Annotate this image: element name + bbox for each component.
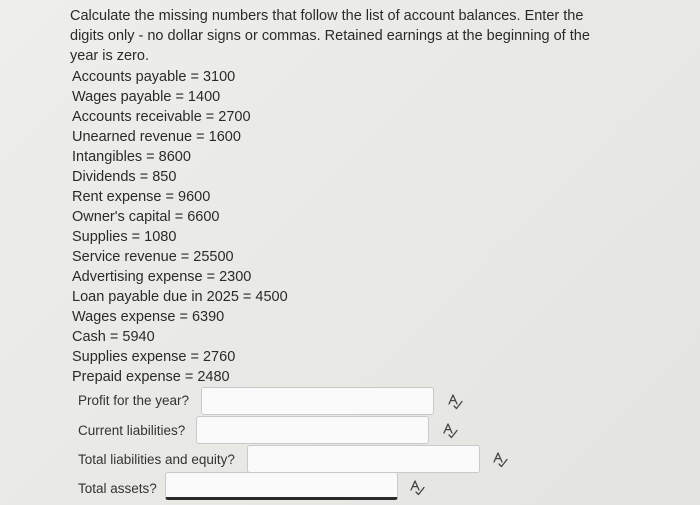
profit-question-label: Profit for the year? [78,392,190,408]
balance-item: Rent expense = 9600 [72,189,211,205]
total-assets-question-row [78,473,157,503]
balance-item: Accounts payable = 3100 [72,69,236,85]
account-balance-list [72,67,288,387]
current-liabilities-answer-input[interactable] [196,416,429,444]
balance-item: Supplies = 1080 [72,229,177,245]
balance-item: Cash = 5940 [72,329,155,345]
profit-question-row [78,385,189,415]
spellcheck-icon[interactable] [446,392,464,410]
balance-item: Dividends = 850 [72,169,177,185]
total-assets-question-label: Total assets? [78,480,157,496]
total-liabilities-equity-question-label: Total liabilities and equity? [78,451,235,467]
balance-item: Accounts receivable = 2700 [72,109,251,125]
total-liabilities-equity-answer-input[interactable] [247,445,480,473]
question-prompt [70,6,590,66]
balance-item: Advertising expense = 2300 [72,269,252,285]
balance-item: Loan payable due in 2025 = 4500 [72,289,288,305]
balance-item: Supplies expense = 2760 [72,349,236,365]
balance-item: Wages payable = 1400 [72,89,221,105]
balance-item: Service revenue = 25500 [72,249,234,265]
prompt-line: year is zero. [70,48,149,64]
spellcheck-icon[interactable] [408,478,426,496]
balance-item: Intangibles = 8600 [72,149,191,165]
profit-answer-input[interactable] [201,387,434,415]
spellcheck-icon[interactable] [441,421,459,439]
balance-item: Prepaid expense = 2480 [72,369,230,385]
balance-item: Wages expense = 6390 [72,309,225,325]
balance-item: Owner's capital = 6600 [72,209,220,225]
balance-item: Unearned revenue = 1600 [72,129,241,145]
prompt-line: digits only - no dollar signs or commas. Retained earnings at the beginning of the [70,28,590,44]
current-liabilities-question-label: Current liabilities? [78,422,186,438]
total-liabilities-equity-question-row [78,444,235,474]
total-assets-answer-input[interactable] [165,472,398,500]
spellcheck-icon[interactable] [491,450,509,468]
current-liabilities-question-row [78,415,185,445]
prompt-line: Calculate the missing numbers that follow the list of account balances. Enter the [70,8,584,24]
